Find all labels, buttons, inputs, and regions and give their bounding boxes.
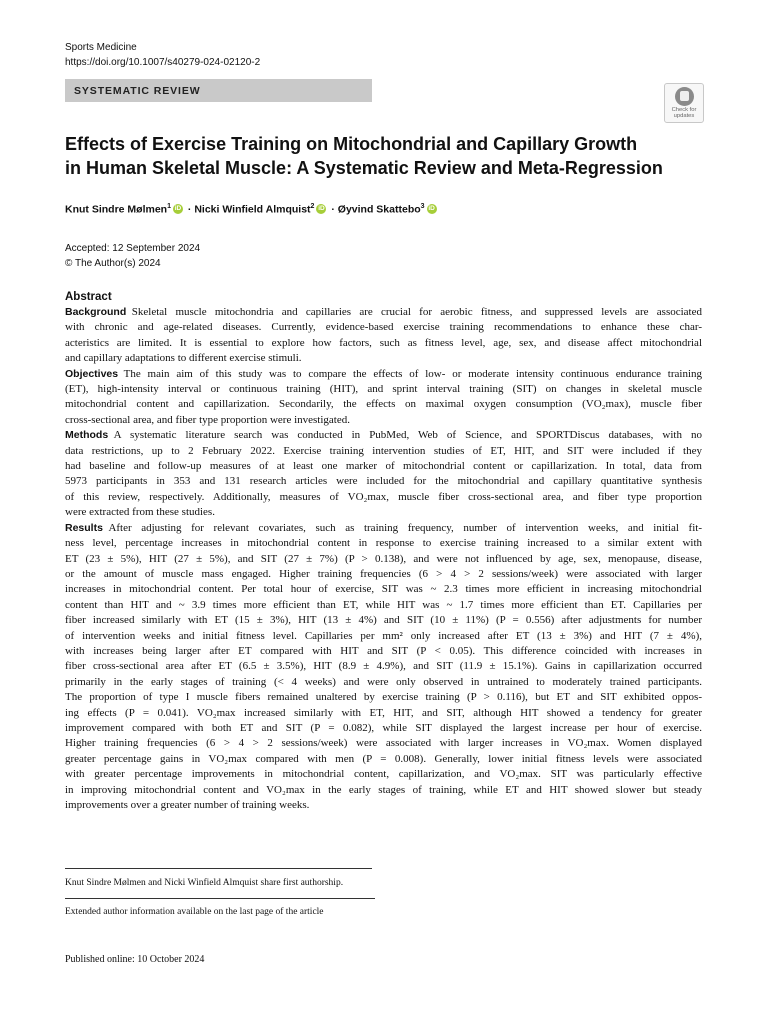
accepted-date: Accepted: 12 September 2024 — [65, 243, 201, 254]
results-text: with increases being larger after ET compared with HIT and SIT (P < 0.05). This difference coincided with increases in — [65, 644, 702, 657]
journal-name: Sports Medicine — [65, 42, 137, 53]
results-text: ing effects (P = 0.041). VO₂max increased similarly with ET, HIT, and SIT, although HIT showed a tendency for greater — [65, 706, 702, 719]
abstract-line — [65, 444, 702, 459]
results-text: ET (23 ± 5%), HIT (27 ± 5%), and SIT (27 ± 7%) (P > 0.138), and were not influenced by age, sex, menopause, disease, — [65, 552, 702, 565]
abstract-section-methods — [65, 428, 702, 520]
methods-text: 5973 participants in 353 and 131 research articles were included for the mitochondrial and capillary quantitative synthesis — [65, 475, 702, 488]
objectives-label: Objectives — [65, 367, 119, 380]
author-separator: · — [187, 203, 192, 216]
crossmark-icon — [675, 87, 694, 106]
abstract-line — [65, 752, 702, 767]
abstract-line — [65, 490, 702, 505]
abstract-line — [65, 690, 702, 705]
abstract-line — [65, 382, 702, 397]
footnotes — [65, 877, 375, 919]
results-text: greater percentage gains in VO₂max compared with men (P = 0.008). Generally, lower initial fitness levels were associated — [65, 752, 702, 765]
orcid-icon[interactable]: iD — [428, 204, 435, 212]
abstract-line — [65, 798, 702, 813]
objectives-text: mitochondrial content and capillarization. Secondarily, the effects on maximal oxygen consumption (VO₂max), muscle fiber — [65, 398, 702, 411]
results-text: of intervention weeks and initial fitness level. Capillaries per mm² only increased after ET (13 ± 3%) and HIT (7 ± 4%), — [65, 629, 702, 642]
results-text: improvement compared with both ET and SIT (P = 0.082), while SIT displayed the largest increase per hour of exercise. — [65, 721, 702, 734]
abstract-line — [65, 428, 702, 443]
abstract-line — [65, 675, 702, 690]
abstract-line — [65, 305, 702, 320]
author-name: Øyvind Skattebo — [337, 203, 421, 216]
methods-text: were extracted from these studies. — [65, 506, 215, 519]
author-name: Knut Sindre Mølmen — [65, 203, 168, 216]
abstract-line — [65, 536, 702, 551]
abstract-line — [65, 552, 702, 567]
background-text: and capillary adaptations to different exercise stimuli. — [65, 352, 302, 365]
published-online-date: Published online: 10 October 2024 — [65, 954, 205, 965]
background-text: with chronic and age-related diseases. Currently, evidence-based exercise training recommendations to enhance these char- — [65, 321, 702, 334]
article-dates — [65, 241, 200, 271]
results-text: primarily in the early stages of training (< 4 weeks) and were only observed in untrained to moderately trained participants. — [65, 675, 702, 688]
abstract-line — [65, 336, 702, 351]
footnote-separator — [65, 898, 375, 899]
results-text: increases in mitochondrial content. Per total hour of exercise, SIT was ~ 2.3 times more efficient in increasing mitochondrial — [65, 583, 702, 596]
results-text: improvements over a greater number of training weeks. — [65, 799, 310, 811]
methods-text: data restrictions, up to 2 February 2022. Exercise training intervention studies of ET, HIT, and SIT were included if they — [65, 444, 702, 457]
extended-info-note: Extended author information available on the last page of the article — [65, 907, 324, 917]
background-text: acteristics are limited. It is essential to explore how factors, such as fitness level, age, sex, and disease affect mitochondrial — [65, 336, 702, 349]
methods-label: Methods — [65, 429, 109, 442]
background-label: Background — [65, 306, 127, 318]
abstract-line — [65, 351, 702, 366]
results-text: with greater percentage improvements in mitochondrial content, capillarization, and VO₂max. SIT was particularly effective — [65, 768, 702, 781]
abstract-line — [65, 320, 702, 335]
affiliation-marker: 2 — [310, 203, 315, 210]
author-list — [65, 203, 439, 216]
abstract-heading: Abstract — [65, 291, 112, 303]
article-title — [65, 132, 705, 180]
abstract-line — [65, 367, 702, 382]
background-text: Skeletal muscle mitochondria and capillaries are crucial for aerobic fitness, and suppressed levels are associated — [131, 306, 702, 318]
journal-header — [65, 40, 260, 70]
abstract-line — [65, 505, 702, 520]
title-line-1: Effects of Exercise Training on Mitochondrial and Capillary Growth — [65, 134, 638, 154]
check-for-updates-button[interactable] — [664, 83, 704, 123]
results-text: The proportion of type I muscle fibers remained unaltered by exercise training (P > 0.116), but ET and SIT exhibited oppos- — [65, 691, 702, 704]
first-authorship-note: Knut Sindre Mølmen and Nicki Winfield Almquist share first authorship. — [65, 878, 344, 888]
article-type-label: SYSTEMATIC REVIEW — [74, 84, 201, 97]
orcid-icon[interactable]: iD — [318, 204, 325, 212]
abstract-line — [65, 783, 702, 798]
abstract-line — [65, 613, 702, 628]
abstract-line — [65, 397, 702, 412]
results-label: Results — [65, 521, 103, 534]
title-line-2: in Human Skeletal Muscle: A Systematic Review and Meta-Regression — [65, 158, 663, 178]
abstract-section-background — [65, 305, 702, 367]
article-type-banner — [65, 79, 372, 102]
objectives-text: (ET), high-intensity interval or continuous training (HIT), and sprint interval training (SIT) on changes in skeletal muscle — [65, 383, 702, 396]
abstract-section-objectives — [65, 367, 702, 429]
abstract — [65, 291, 702, 813]
abstract-line — [65, 459, 702, 474]
abstract-line — [65, 413, 702, 428]
abstract-section-results — [65, 521, 702, 814]
affiliation-marker: 1 — [167, 203, 171, 210]
abstract-line — [65, 767, 702, 782]
affiliation-marker: 3 — [420, 203, 425, 210]
abstract-line — [65, 598, 702, 613]
results-text: in improving mitochondrial content and VO₂max in the early stages of training, while ET and HIT showed slower but steady — [65, 783, 702, 796]
results-text: ness level, percentage increases in mitochondrial content in response to exercise training increased to a similar extent with — [65, 537, 702, 550]
author-separator: · — [331, 203, 335, 216]
abstract-line — [65, 721, 702, 736]
crossmark-label: Check for updates — [671, 107, 697, 120]
methods-text: had baseline and follow-up measures of at least one marker of mitochondrial content or capillarization. In total, data from — [65, 460, 702, 473]
abstract-line — [65, 659, 702, 674]
abstract-line — [65, 474, 702, 489]
objectives-text: cross-sectional area, and fiber type proportion were investigated. — [65, 413, 350, 426]
abstract-line — [65, 629, 702, 644]
copyright-notice: © The Author(s) 2024 — [65, 258, 161, 269]
results-text: Higher training frequencies (6 > 4 > 2 sessions/week) were associated with larger increases in VO₂max. Women displayed — [65, 737, 702, 750]
abstract-line — [65, 706, 702, 721]
doi-link[interactable]: https://doi.org/10.1007/s40279-024-02120-2 — [65, 57, 261, 68]
abstract-line — [65, 567, 702, 582]
abstract-line — [65, 521, 702, 536]
objectives-text: The main aim of this study was to compare the effects of low- or moderate intensity continuous endurance training — [123, 367, 702, 380]
abstract-line — [65, 582, 702, 597]
results-text: content than HIT and ~ 3.9 times more efficient than ET, while HIT was ~ 1.7 times more efficient than ET. Capillaries per — [65, 598, 702, 611]
footnote-divider — [65, 868, 372, 869]
orcid-icon[interactable]: iD — [174, 204, 182, 212]
results-text: fiber cross-sectional area after ET (6.5 ± 3.5%), HIT (8.9 ± 4.9%), and SIT (11.9 ± 15.1%). Gains in capillarization occurred — [65, 660, 702, 673]
results-text: After adjusting for relevant covariates, such as training frequency, number of intervention weeks, and initial fit- — [108, 521, 702, 534]
results-text: or the amount of muscle mass engaged. Higher training frequencies (6 > 4 > 2 sessions/week) were associated with larger — [65, 567, 702, 580]
abstract-line — [65, 644, 702, 659]
methods-text: of this review, respectively. Additionally, measures of VO₂max, muscle fiber cross-sectional area, and fiber type proportion — [65, 490, 702, 503]
author-name: Nicki Winfield Almquist — [194, 203, 311, 216]
methods-text: A systematic literature search was conducted in PubMed, Web of Science, and SPORTDiscus databases, with no — [113, 429, 702, 442]
abstract-line — [65, 736, 702, 751]
results-text: fiber increased similarly with ET (15 ± 3%), HIT (13 ± 4%) and SIT (10 ± 11%) (P = 0.556) after adjustments for number — [65, 614, 702, 627]
